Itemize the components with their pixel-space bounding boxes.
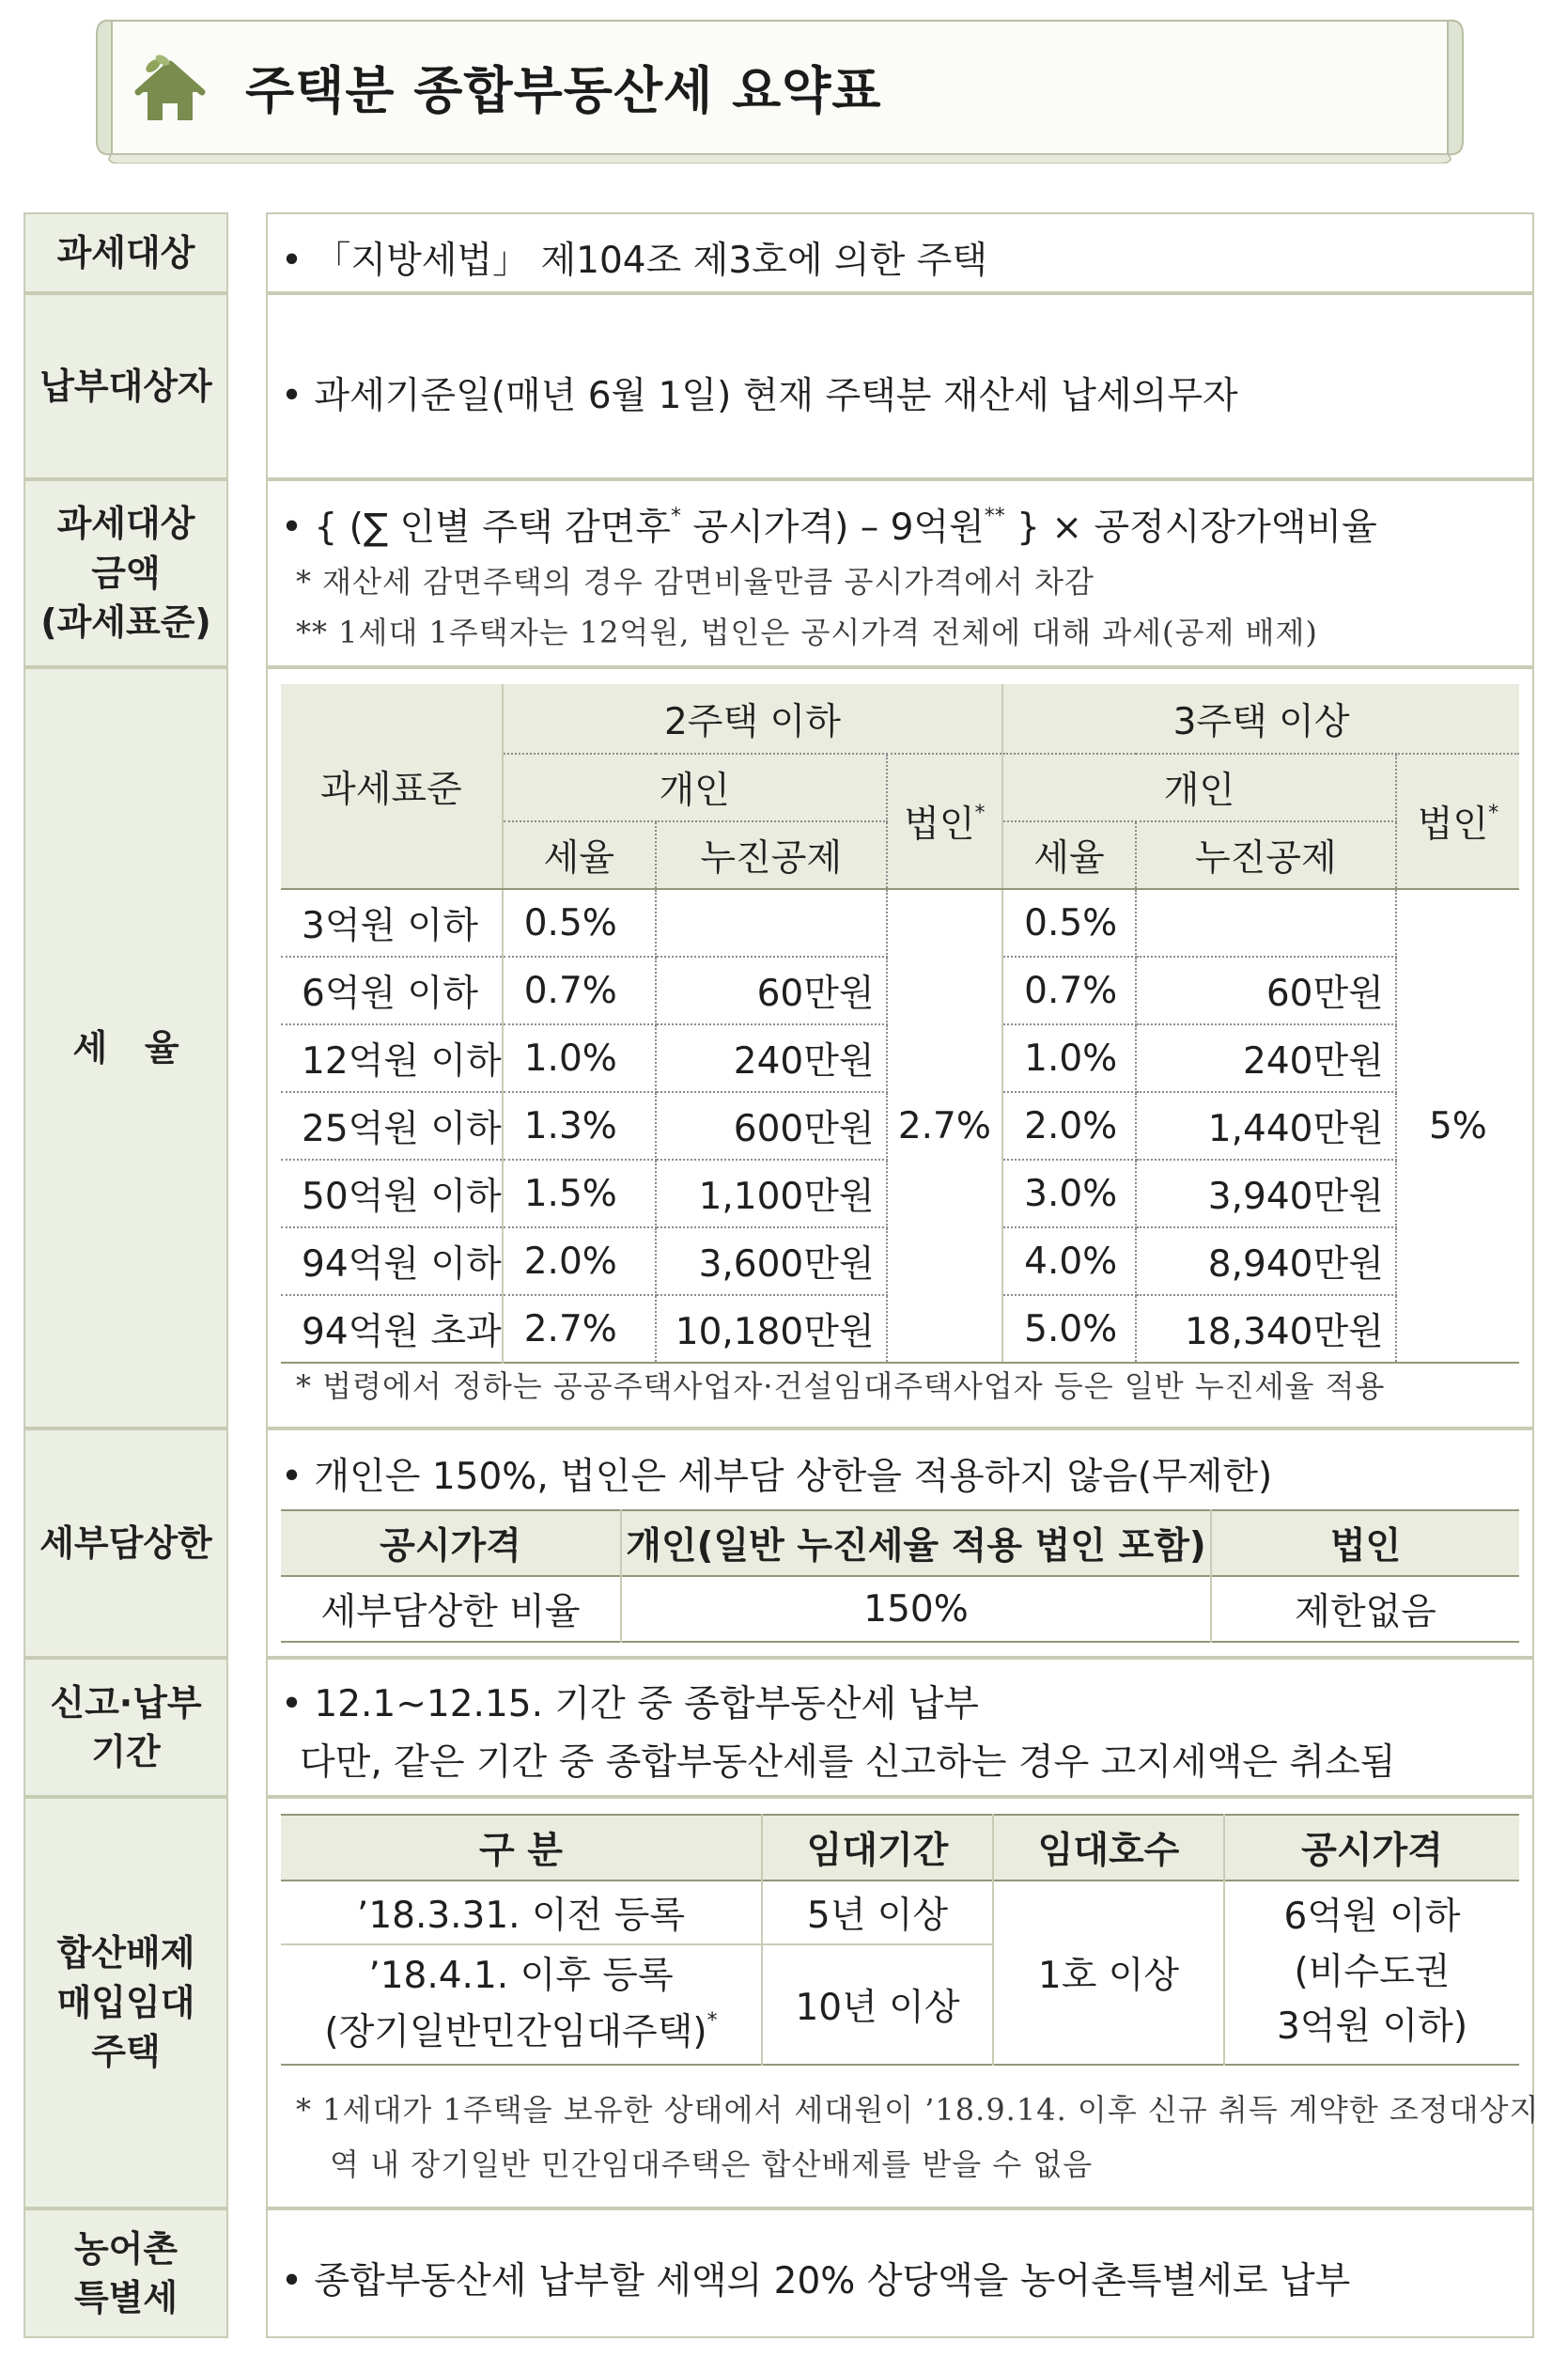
label-rural-tax-1: 농어촌 — [73, 2227, 179, 2270]
cap-ratio-corp: 제한없음 — [1295, 1591, 1436, 1633]
cap-ratio-label: 세부담상한 비율 — [281, 1576, 621, 1642]
tax-base-note-2: ** 1세대 1주택자는 12억원, 법인은 공시가격 전체에 대해 과세(공제 배제) — [296, 615, 1318, 650]
label-rental-exclusion-2: 매입임대 — [56, 1981, 195, 2023]
rate-cell: 0.7% — [503, 957, 656, 1024]
formula-dstar: ** — [984, 505, 1005, 528]
label-tax-base-1: 과세대상 — [56, 503, 195, 545]
rental-row1-period: 5년 이상 — [762, 1880, 993, 1944]
row-tax-base — [23, 479, 1534, 667]
rate-cell: 0.5% — [1002, 889, 1136, 957]
rental-header-units: 임대호수 — [993, 1815, 1224, 1880]
deduction-cell: 600만원 — [656, 1092, 887, 1160]
rental-header-price: 공시가격 — [1224, 1815, 1519, 1880]
cap-ratio-individual: 150% — [621, 1576, 1211, 1642]
row-filing-period — [23, 1658, 1534, 1797]
rental-price-1: 6억원 이하 — [1283, 1896, 1461, 1939]
header-individual-1: 개인 — [503, 754, 887, 821]
deduction-cell: 10,180만원 — [656, 1295, 887, 1363]
header-deduction-1: 누진공제 — [656, 821, 887, 889]
formula-part-a: • { (∑ 인별 주택 감면후 — [281, 507, 672, 549]
filing-period-text-1: • 12.1~12.15. 기간 중 종합부동산세 납부 — [281, 1683, 979, 1725]
bracket-cell: 94억원 초과 — [281, 1295, 503, 1363]
label-payer: 납부대상자 — [23, 293, 228, 479]
rental-table — [281, 1814, 1519, 2066]
header-corp-1-label: 법인 — [904, 804, 975, 846]
tax-target-text: • 「지방세법」 제104조 제3호에 의한 주택 — [281, 240, 988, 282]
rental-price-3: 3억원 이하) — [1276, 2005, 1468, 2049]
deduction-cell — [656, 889, 887, 957]
bracket-cell: 12억원 이하 — [281, 1024, 503, 1092]
header-corp-2-label: 법인 — [1417, 804, 1489, 846]
house-icon — [134, 53, 206, 122]
tax-cap-table — [281, 1509, 1519, 1643]
tax-rate-table — [281, 684, 1519, 1364]
filing-period-text-2: 다만, 같은 기간 중 종합부동산세를 신고하는 경우 고지세액은 취소됨 — [300, 1741, 1396, 1784]
label-filing-period-1: 신고·납부 — [50, 1681, 202, 1724]
content-tax-cap — [266, 1428, 1534, 1658]
cap-header-individual: 개인(일반 누진세율 적용 법인 포함) — [621, 1510, 1211, 1576]
rate-cell: 4.0% — [1002, 1227, 1136, 1295]
rate-cell: 1.5% — [503, 1160, 656, 1227]
rural-tax-text: • 종합부동산세 납부할 세액의 20% 상당액을 농어촌특별세로 납부 — [281, 2260, 1351, 2302]
rate-cell: 1.0% — [1002, 1024, 1136, 1092]
deduction-cell: 3,940만원 — [1136, 1160, 1396, 1227]
rental-price — [1224, 1880, 1519, 2065]
deduction-cell: 60만원 — [656, 957, 887, 1024]
content-payer — [266, 293, 1534, 479]
rental-row1-kind: ’18.3.31. 이전 등록 — [281, 1880, 762, 1944]
label-rural-tax — [23, 2208, 228, 2338]
bracket-cell: 3억원 이하 — [281, 889, 503, 957]
deduction-cell — [1136, 889, 1396, 957]
rate-cell: 0.5% — [503, 889, 656, 957]
rate-cell: 0.7% — [1002, 957, 1136, 1024]
rate-cell: 5.0% — [1002, 1295, 1136, 1363]
label-filing-period — [23, 1658, 228, 1797]
rental-header-kind: 구 분 — [281, 1815, 762, 1880]
rate-cell: 2.0% — [503, 1227, 656, 1295]
row-tax-cap — [23, 1428, 1534, 1658]
cap-header-corp: 법인 — [1211, 1510, 1519, 1576]
rental-row2-kind-1: ’18.4.1. 이후 등록 — [368, 1954, 674, 1997]
table-row — [281, 889, 1519, 957]
rental-header-period: 임대기간 — [762, 1815, 993, 1880]
row-tax-target — [23, 212, 1534, 293]
deduction-cell: 3,600만원 — [656, 1227, 887, 1295]
rate-cell: 2.0% — [1002, 1092, 1136, 1160]
label-tax-base — [23, 479, 228, 667]
rate-cell: 1.0% — [503, 1024, 656, 1092]
deduction-cell: 18,340만원 — [1136, 1295, 1396, 1363]
tax-base-formula — [281, 498, 1377, 551]
content-tax-rate — [266, 667, 1534, 1428]
header-individual-2: 개인 — [1002, 754, 1396, 821]
label-rental-exclusion-3: 주택 — [91, 2031, 161, 2073]
row-tax-rate — [23, 667, 1534, 1428]
label-rental-exclusion-1: 합산배제 — [56, 1932, 195, 1974]
rental-row2-kind-2-text: (장기일반민간임대주택) — [324, 2011, 707, 2053]
label-filing-period-2: 기간 — [91, 1731, 161, 1772]
rental-row2-period: 10년 이상 — [762, 1944, 993, 2065]
row-rental-exclusion — [23, 1797, 1540, 2208]
rental-price-2: (비수도권 — [1294, 1950, 1451, 1993]
bracket-cell: 6억원 이하 — [281, 957, 503, 1024]
deduction-cell: 240만원 — [656, 1024, 887, 1092]
header-group-3-or-more: 3주택 이상 — [1002, 684, 1519, 754]
tax-rate-note: * 법령에서 정하는 공공주택사업자·건설임대주택사업자 등은 일반 누진세율 적용 — [296, 1368, 1386, 1404]
content-tax-target — [266, 212, 1534, 293]
rental-note-1: * 1세대가 1주택을 보유한 상태에서 세대원이 ’18.9.14. 이후 신규 취득 계약한 조정대상지 — [296, 2092, 1540, 2128]
content-rural-tax — [266, 2208, 1534, 2338]
cap-header-price: 공시가격 — [281, 1510, 621, 1576]
bracket-cell: 50억원 이하 — [281, 1160, 503, 1227]
rate-cell: 3.0% — [1002, 1160, 1136, 1227]
corp-rate-2-or-fewer: 2.7% — [887, 889, 1003, 1363]
payer-text: • 과세기준일(매년 6월 1일) 현재 주택분 재산세 납세의무자 — [281, 375, 1238, 417]
deduction-cell: 8,940만원 — [1136, 1227, 1396, 1295]
rate-cell: 1.3% — [503, 1092, 656, 1160]
tax-base-note-1: * 재산세 감면주택의 경우 감면비율만큼 공시가격에서 차감 — [296, 564, 1094, 600]
rental-note-2: 역 내 장기일반 민간임대주택은 합산배제를 받을 수 없음 — [330, 2146, 1094, 2182]
deduction-cell: 1,100만원 — [656, 1160, 887, 1227]
rate-cell: 2.7% — [503, 1295, 656, 1363]
formula-part-c: } × 공정시장가액비율 — [1004, 507, 1377, 549]
label-rural-tax-2: 특별세 — [73, 2277, 179, 2318]
header-base: 과세표준 — [281, 684, 503, 889]
header-group-2-or-fewer: 2주택 이하 — [503, 684, 1002, 754]
header-rate-2: 세율 — [1002, 821, 1136, 889]
tax-cap-text: • 개인은 150%, 법인은 세부담 상한을 적용하지 않음(무제한) — [281, 1456, 1273, 1498]
page-title: 주택분 종합부동산세 요약표 — [245, 61, 882, 120]
header-corp-2-star: * — [1488, 802, 1499, 825]
content-rental-exclusion — [266, 1797, 1540, 2208]
header-corp-1-star: * — [974, 802, 986, 825]
label-tax-rate: 세 율 — [23, 667, 228, 1428]
deduction-cell: 240만원 — [1136, 1024, 1396, 1092]
title-banner — [89, 13, 1470, 164]
row-payer — [23, 293, 1534, 479]
content-tax-base — [266, 479, 1534, 667]
deduction-cell: 60만원 — [1136, 957, 1396, 1024]
label-tax-cap: 세부담상한 — [23, 1428, 228, 1658]
row-rural-tax — [23, 2208, 1534, 2338]
deduction-cell: 1,440만원 — [1136, 1092, 1396, 1160]
header-rate-1: 세율 — [503, 821, 656, 889]
header-corp-1 — [887, 754, 1003, 889]
bracket-cell: 25억원 이하 — [281, 1092, 503, 1160]
bracket-cell: 94억원 이하 — [281, 1227, 503, 1295]
label-rental-exclusion — [23, 1797, 228, 2208]
formula-part-b: 공시가격) – 9억원 — [681, 507, 985, 549]
label-tax-target: 과세대상 — [23, 212, 228, 293]
formula-star: * — [671, 505, 682, 528]
label-tax-base-3: (과세표준) — [40, 601, 211, 644]
corp-rate-3-or-more: 5% — [1396, 889, 1519, 1363]
rental-row2-kind — [281, 1944, 762, 2065]
rental-units: 1호 이상 — [993, 1880, 1224, 2065]
header-deduction-2: 누진공제 — [1136, 821, 1396, 889]
content-filing-period — [266, 1658, 1534, 1797]
header-corp-2 — [1396, 754, 1519, 889]
label-tax-base-2: 금액 — [91, 552, 161, 594]
rental-row2-kind-2 — [281, 2005, 761, 2061]
rental-row2-star: * — [706, 2009, 718, 2033]
